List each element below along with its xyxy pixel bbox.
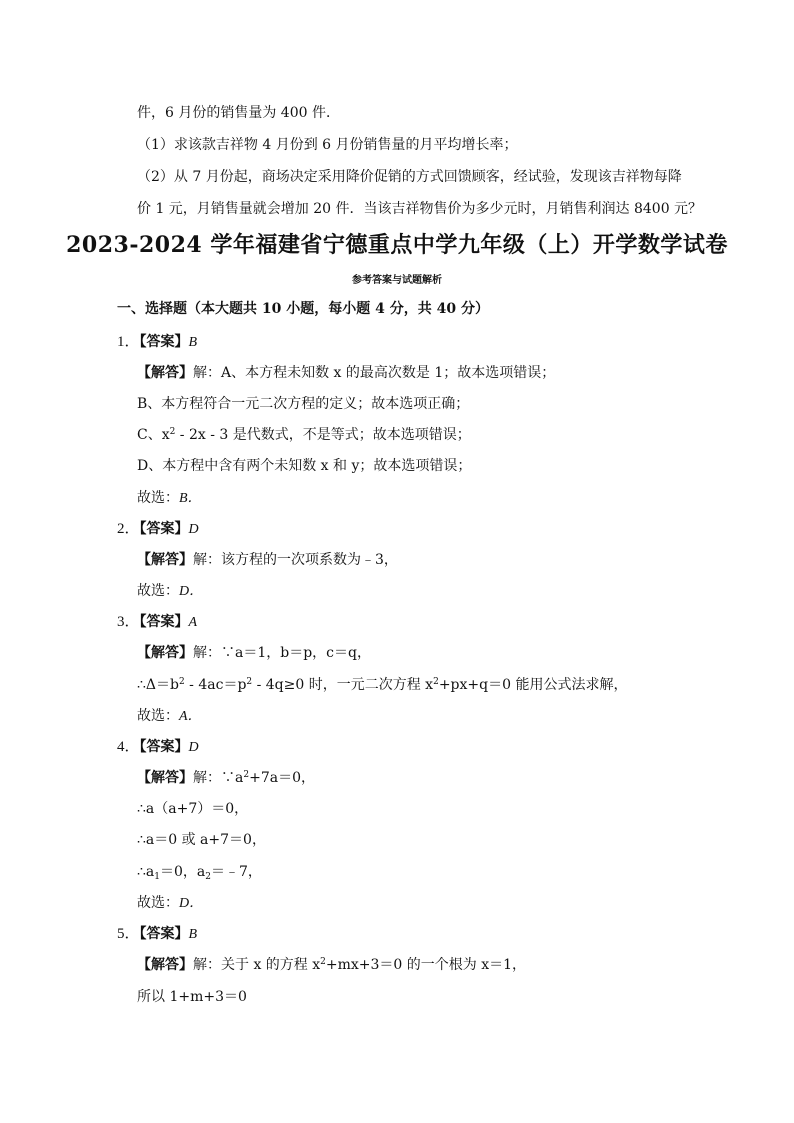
- exam-title: 2023-2024 学年福建省宁德重点中学九年级（上）开学数学试卷: [66, 232, 728, 258]
- q2-answer-label: 【答案】: [139, 521, 189, 537]
- q1-choice-line: [137, 488, 202, 509]
- q1-choice: B．: [179, 491, 202, 506]
- q3-analysis-text-1: 解：∵a＝1，b＝p，c＝q，: [193, 645, 371, 661]
- q5-l1-exp: 2: [320, 957, 326, 967]
- q1-analysis-line-2: B、本方程符合一元二次方程的定义；故本选项正确；: [137, 396, 470, 412]
- q4-l1-a: 解：∵a: [193, 770, 244, 786]
- q3-l2-exp-2: 2: [246, 677, 253, 687]
- q1-answer-line: [117, 332, 197, 353]
- q2-analysis-line-1: [137, 550, 398, 570]
- q1-l3-exponent: 2: [169, 427, 176, 437]
- q5-analysis-line-2: 所以 1+m+3＝0: [137, 989, 247, 1005]
- q3-l2-c: - 4ac＝p: [184, 677, 247, 693]
- q3-choice-label: 故选：: [137, 708, 179, 724]
- q2-answer-line: [117, 519, 199, 540]
- q3-l2-exp-3: 2: [433, 677, 439, 687]
- q1-answer: B: [188, 335, 198, 350]
- q4-choice-label: 故选：: [137, 895, 179, 911]
- q3-number: 3．: [117, 614, 140, 630]
- problem-question-2-line-a: （2）从 7 月份起，商场决定采用降价促销的方式回馈顾客，经试验，发现该吉祥物每降: [137, 169, 682, 185]
- q3-l2-a: ∴Δ＝b: [137, 677, 179, 693]
- q1-l3-part-c: - 2x - 3 是代数式，不是等式；故本选项错误；: [175, 427, 471, 443]
- q1-analysis-line-1: [137, 363, 555, 383]
- q2-number: 2．: [117, 521, 140, 537]
- q5-l1-c: +mx+3＝0 的一个根为 x＝1，: [325, 957, 527, 973]
- q3-answer-line: [117, 612, 197, 633]
- q4-analysis-line-4: [137, 862, 262, 882]
- q1-analysis-line-3: [137, 425, 471, 445]
- q4-l4-sub-1: 1: [154, 872, 160, 882]
- exam-subtitle: 参考答案与试题解析: [352, 275, 442, 286]
- section-heading: 一、选择题（本大题共 10 小题，每小题 4 分，共 40 分）: [117, 301, 489, 317]
- q5-l1-a: 解：关于 x 的方程 x: [193, 957, 321, 973]
- q4-answer: D: [188, 740, 199, 755]
- q2-choice-line: [137, 581, 203, 602]
- q4-number: 4．: [117, 739, 140, 755]
- q2-analysis-text-1: 解：该方程的一次项系数为﹣3，: [193, 552, 398, 568]
- q3-l2-exp-1: 2: [178, 677, 185, 687]
- q5-number: 5．: [117, 926, 140, 942]
- q3-l2-g: +px+q＝0 能用公式法求解，: [438, 677, 628, 693]
- q4-l1-exp: 2: [243, 770, 250, 780]
- q4-l4-e: ＝﹣7，: [211, 864, 262, 880]
- q5-analysis-line-1: [137, 955, 526, 975]
- q4-choice-line: [137, 893, 203, 914]
- q1-answer-label: 【答案】: [139, 334, 189, 350]
- q1-analysis-line-4: D、本方程中含有两个未知数 x 和 y；故本选项错误；: [137, 458, 472, 474]
- q3-choice-line: [137, 706, 202, 727]
- q4-analysis-label: 【解答】: [137, 770, 193, 786]
- problem-line-1: 件，6 月份的销售量为 400 件．: [137, 105, 340, 121]
- q4-answer-line: [117, 737, 199, 758]
- q3-answer: A: [188, 615, 198, 630]
- q4-analysis-line-2: ∴a（a+7）＝0，: [137, 801, 249, 817]
- q3-answer-label: 【答案】: [139, 614, 189, 630]
- q1-choice-label: 故选：: [137, 490, 179, 506]
- problem-question-1: （1）求该款吉祥物 4 月份到 6 月份销售量的月平均增长率；: [137, 137, 518, 153]
- q1-number: 1．: [117, 334, 140, 350]
- q2-choice-label: 故选：: [137, 583, 179, 599]
- q4-choice: D．: [179, 896, 204, 911]
- q4-l4-a: ∴a: [137, 864, 155, 880]
- q4-analysis-line-1: [137, 768, 315, 788]
- q3-analysis-line-1: [137, 643, 371, 663]
- q4-l4-c: ＝0，a: [160, 864, 206, 880]
- q3-choice: A．: [179, 709, 202, 724]
- q3-l2-e: - 4q≥0 时，一元二次方程 x: [252, 677, 434, 693]
- q1-analysis-text-1: 解：A、本方程未知数 x 的最高次数是 1；故本选项错误；: [193, 365, 556, 381]
- q5-answer-line: [117, 924, 197, 945]
- problem-question-2-line-b: 价 1 元，月销售量就会增加 20 件．当该吉祥物售价为多少元时，月销售利润达 8400 元？: [137, 201, 703, 217]
- q4-l1-c: +7a＝0，: [249, 770, 315, 786]
- q4-analysis-line-3: ∴a＝0 或 a+7＝0，: [137, 832, 266, 848]
- q4-l4-sub-2: 2: [205, 872, 211, 882]
- q3-analysis-label: 【解答】: [137, 645, 193, 661]
- q2-analysis-label: 【解答】: [137, 552, 193, 568]
- q2-answer: D: [188, 522, 199, 537]
- q5-answer-label: 【答案】: [139, 926, 189, 942]
- q1-l3-part-a: C、x: [137, 427, 170, 443]
- q3-analysis-line-2: [137, 675, 627, 695]
- q5-analysis-label: 【解答】: [137, 957, 193, 973]
- q4-answer-label: 【答案】: [139, 739, 189, 755]
- q5-answer: B: [188, 927, 198, 942]
- q2-choice: D．: [179, 584, 204, 599]
- q1-analysis-label: 【解答】: [137, 365, 193, 381]
